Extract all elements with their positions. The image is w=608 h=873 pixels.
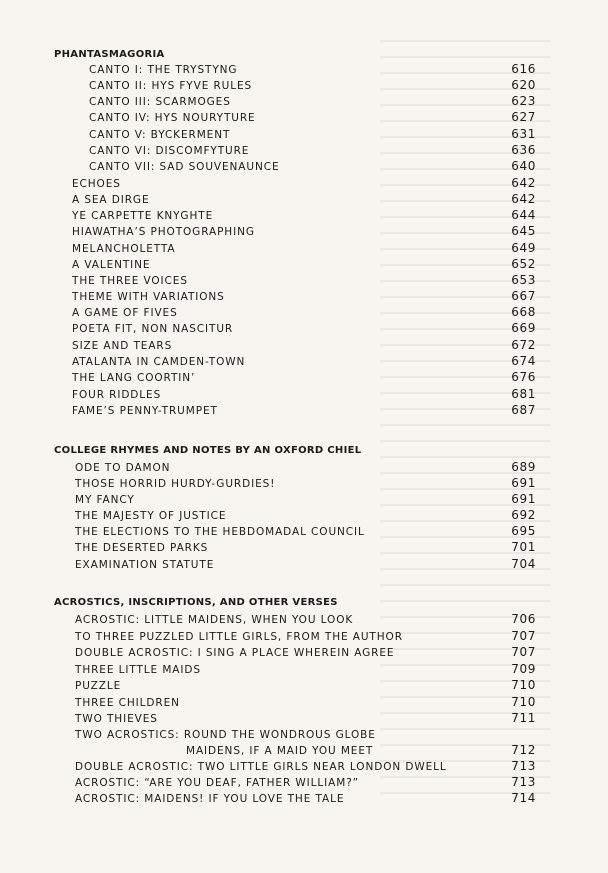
entry-title: A GAME OF FIVES [72,307,178,319]
toc-entry[interactable] [0,744,608,760]
entry-page: 692 [511,508,536,522]
entry-page: 681 [511,387,536,401]
entry-title: CANTO V: BYCKERMENT [89,129,231,141]
entry-page: 712 [511,743,536,757]
toc-entry[interactable] [0,177,608,193]
entry-title: CANTO II: HYS FYVE RULES [89,80,253,92]
toc-entry[interactable] [0,339,608,355]
entry-page: 672 [511,338,536,352]
entry-title: TWO ACROSTICS: ROUND THE WONDROUS GLOBE [75,729,376,741]
entry-title: DOUBLE ACROSTIC: TWO LITTLE GIRLS NEAR LONDON DWELL [75,761,447,773]
toc-entry[interactable] [0,193,608,209]
toc-entry[interactable] [0,646,608,662]
toc-entry[interactable] [0,493,608,509]
entry-title: FAME’S PENNY-TRUMPET [72,405,218,417]
entry-title: CANTO VI: DISCOMFYTURE [89,145,250,157]
entry-title: MAIDENS, IF A MAID YOU MEET [186,745,374,757]
entry-title: A SEA DIRGE [72,194,150,206]
toc-entry[interactable] [0,63,608,79]
entry-page: 676 [511,370,536,384]
entry-page: 691 [511,476,536,490]
toc-entry[interactable] [0,477,608,493]
entry-page: 642 [511,192,536,206]
entry-title: A VALENTINE [72,259,151,271]
entry-page: 710 [511,678,536,692]
toc-entry[interactable] [0,128,608,144]
entry-title: ECHOES [72,178,121,190]
section-title-phantasmagoria: PHANTASMAGORIA [54,49,165,60]
entry-page: 714 [511,791,536,805]
toc-entry[interactable] [0,461,608,477]
entry-title: ACROSTIC: “ARE YOU DEAF, FATHER WILLIAM?” [75,777,360,789]
section-title-acrostics: ACROSTICS, INSCRIPTIONS, AND OTHER VERSES [54,597,338,608]
toc-entry[interactable] [0,274,608,290]
toc-entry[interactable] [0,613,608,629]
entry-page: 691 [511,492,536,506]
entry-title: ACROSTIC: LITTLE MAIDENS, WHEN YOU LOOK [75,614,354,626]
toc-entry[interactable] [0,558,608,574]
toc-entry[interactable] [0,630,608,646]
entry-title: THE DESERTED PARKS [75,542,209,554]
entry-title: THREE LITTLE MAIDS [75,664,201,676]
toc-entry[interactable] [0,225,608,241]
entry-title: HIAWATHA’S PHOTOGRAPHING [72,226,255,238]
entry-page: 623 [511,94,536,108]
toc-entry[interactable] [0,541,608,557]
entry-page: 631 [511,127,536,141]
entry-page: 649 [511,241,536,255]
toc-entry[interactable] [0,160,608,176]
entry-title: MELANCHOLETTA [72,243,176,255]
entry-page: 687 [511,403,536,417]
entry-page: 640 [511,159,536,173]
entry-page: 645 [511,224,536,238]
entry-page: 695 [511,524,536,538]
entry-title: EXAMINATION STATUTE [75,559,215,571]
entry-title: TO THREE PUZZLED LITTLE GIRLS, FROM THE AUTHOR [75,631,403,643]
entry-page: 704 [511,557,536,571]
toc-entry[interactable] [0,509,608,525]
toc-entry[interactable] [0,322,608,338]
entry-title: ODE TO DAMON [75,462,171,474]
entry-page: 706 [511,612,536,626]
toc-entry[interactable] [0,79,608,95]
entry-page: 713 [511,759,536,773]
entry-page: 653 [511,273,536,287]
toc-entry[interactable] [0,696,608,712]
entry-page: 713 [511,775,536,789]
toc-entry[interactable] [0,792,608,808]
toc-entry[interactable] [0,306,608,322]
entry-title: SIZE AND TEARS [72,340,173,352]
entry-title: THEME WITH VARIATIONS [72,291,225,303]
toc-entry[interactable] [0,679,608,695]
entry-title: CANTO VII: SAD SOUVENAUNCE [89,161,280,173]
entry-title: CANTO III: SCARMOGES [89,96,231,108]
entry-page: 644 [511,208,536,222]
entry-title: PUZZLE [75,680,122,692]
toc-entry[interactable] [0,663,608,679]
entry-title: POETA FIT, NON NASCITUR [72,323,234,335]
toc-entry[interactable] [0,111,608,127]
toc-entry[interactable] [0,242,608,258]
toc-entry[interactable] [0,290,608,306]
entry-title: MY FANCY [75,494,135,506]
entry-title: THOSE HORRID HURDY-GURDIES! [75,478,276,490]
entry-title: CANTO IV: HYS NOURYTURE [89,112,256,124]
toc-entry[interactable] [0,144,608,160]
entry-title: THREE CHILDREN [75,697,180,709]
toc-entry[interactable] [0,371,608,387]
toc-entry[interactable] [0,258,608,274]
entry-page: 636 [511,143,536,157]
entry-page: 620 [511,78,536,92]
entry-page: 707 [511,629,536,643]
entry-title: FOUR RIDDLES [72,389,162,401]
entry-title: ATALANTA IN CAMDEN-TOWN [72,356,246,368]
entry-page: 701 [511,540,536,554]
entry-page: 668 [511,305,536,319]
entry-title: YE CARPETTE KNYGHTE [72,210,214,222]
entry-page: 616 [511,62,536,76]
entry-title: TWO THIEVES [75,713,158,725]
entry-title: CANTO I: THE TRYSTYNG [89,64,238,76]
toc-entry[interactable] [0,388,608,404]
toc-entry[interactable] [0,712,608,728]
entry-page: 710 [511,695,536,709]
entry-page: 642 [511,176,536,190]
toc-entry[interactable] [0,95,608,111]
entry-title: THE LANG COORTIN’ [72,372,196,384]
entry-page: 711 [511,711,536,725]
toc-entry[interactable] [0,728,608,744]
entry-title: THE MAJESTY OF JUSTICE [75,510,227,522]
toc-entry[interactable] [0,525,608,541]
entry-page: 627 [511,110,536,124]
entry-page: 674 [511,354,536,368]
entry-page: 669 [511,321,536,335]
toc-entry[interactable] [0,404,608,420]
toc-entry[interactable] [0,209,608,225]
entry-page: 689 [511,460,536,474]
entry-title: ACROSTIC: MAIDENS! IF YOU LOVE THE TALE [75,793,345,805]
entry-title: DOUBLE ACROSTIC: I SING A PLACE WHEREIN AGREE [75,647,395,659]
entry-title: THE ELECTIONS TO THE HEBDOMADAL COUNCIL [75,526,365,538]
entry-page: 652 [511,257,536,271]
toc-entry[interactable] [0,760,608,776]
toc-entry[interactable] [0,776,608,792]
section-title-college-rhymes: COLLEGE RHYMES AND NOTES BY AN OXFORD CHIEL [54,445,362,456]
entry-page: 709 [511,662,536,676]
toc-entry[interactable] [0,355,608,371]
entry-title: THE THREE VOICES [72,275,188,287]
entry-page: 707 [511,645,536,659]
entry-page: 667 [511,289,536,303]
